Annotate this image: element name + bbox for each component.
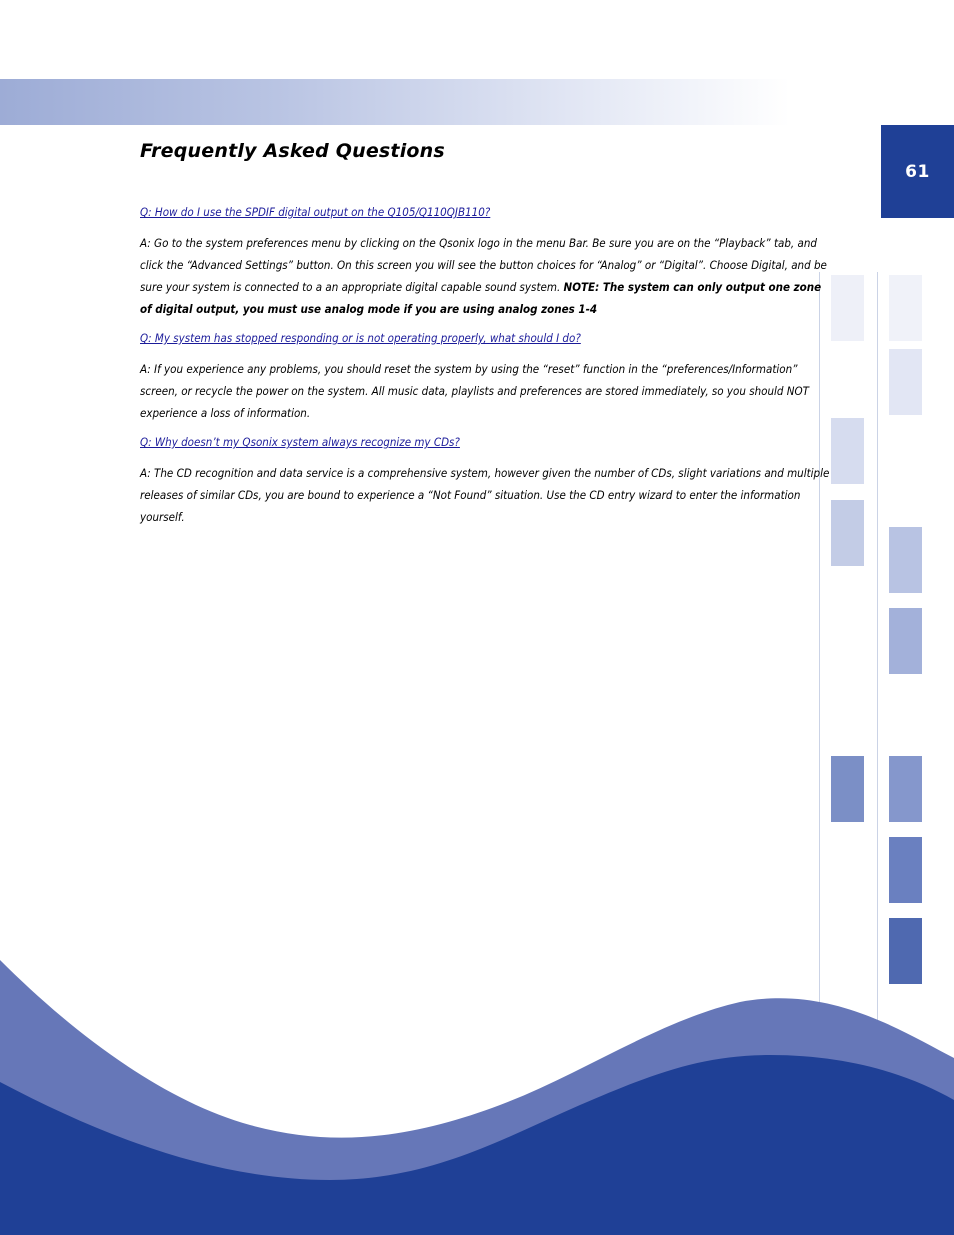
decor-square xyxy=(889,756,922,822)
decor-square xyxy=(831,756,864,822)
page-title: Frequently Asked Questions xyxy=(140,140,445,162)
faq-question-link[interactable]: Q: How do I use the SPDIF digital output on the Q105/Q110QJB110? xyxy=(140,205,491,219)
decor-square xyxy=(889,527,922,593)
faq-question-link[interactable]: Q: My system has stopped responding or is not operating properly, what should I do? xyxy=(140,331,581,345)
faq-answer xyxy=(140,232,830,320)
decor-square xyxy=(831,275,864,341)
faq-item xyxy=(140,202,830,320)
faq-answer: A: The CD recognition and data service is a comprehensive system, however given the number of CDs, slight variations and multiple releases of similar CDs, you are bound to experience a “Not Found” situation. Use the CD entry wizard to enter the information yourself. xyxy=(140,466,830,524)
decor-square xyxy=(831,418,864,484)
decor-wave-footer xyxy=(0,940,954,1235)
decor-square xyxy=(889,837,922,903)
decor-square xyxy=(831,500,864,566)
faq-question-link[interactable]: Q: Why doesn’t my Qsonix system always recognize my CDs? xyxy=(140,435,460,449)
page-number-tab xyxy=(881,125,954,218)
faq-content xyxy=(140,140,830,536)
faq-answer-text: A: Go to the system preferences menu by clicking on the Qsonix logo in the menu Bar. Be sure you are on the “Playback” tab, and click the “Advanced Settings” button. On this screen you will see the button choices for “Analog” or “Digital”. Choose Digital, and be sure your system is connected to a an appropriate digital capable sound system. xyxy=(140,236,827,294)
faq-item xyxy=(140,328,830,424)
faq-list xyxy=(140,202,830,528)
decor-square xyxy=(889,349,922,415)
faq-answer-note: NOTE: The system can only output one zone of digital output, you must use analog mode if you are using analog zones 1-4 xyxy=(140,280,822,316)
faq-item xyxy=(140,432,830,528)
header-gradient-band xyxy=(0,79,790,125)
faq-answer: A: If you experience any problems, you should reset the system by using the “reset” function in the “preferences/Information” screen, or recycle the power on the system. All music data, playlists and preferences are stored immediately, so you should NOT experience a loss of information. xyxy=(140,362,809,420)
page-number: 61 xyxy=(905,161,930,182)
decor-square xyxy=(889,608,922,674)
decor-square xyxy=(889,275,922,341)
